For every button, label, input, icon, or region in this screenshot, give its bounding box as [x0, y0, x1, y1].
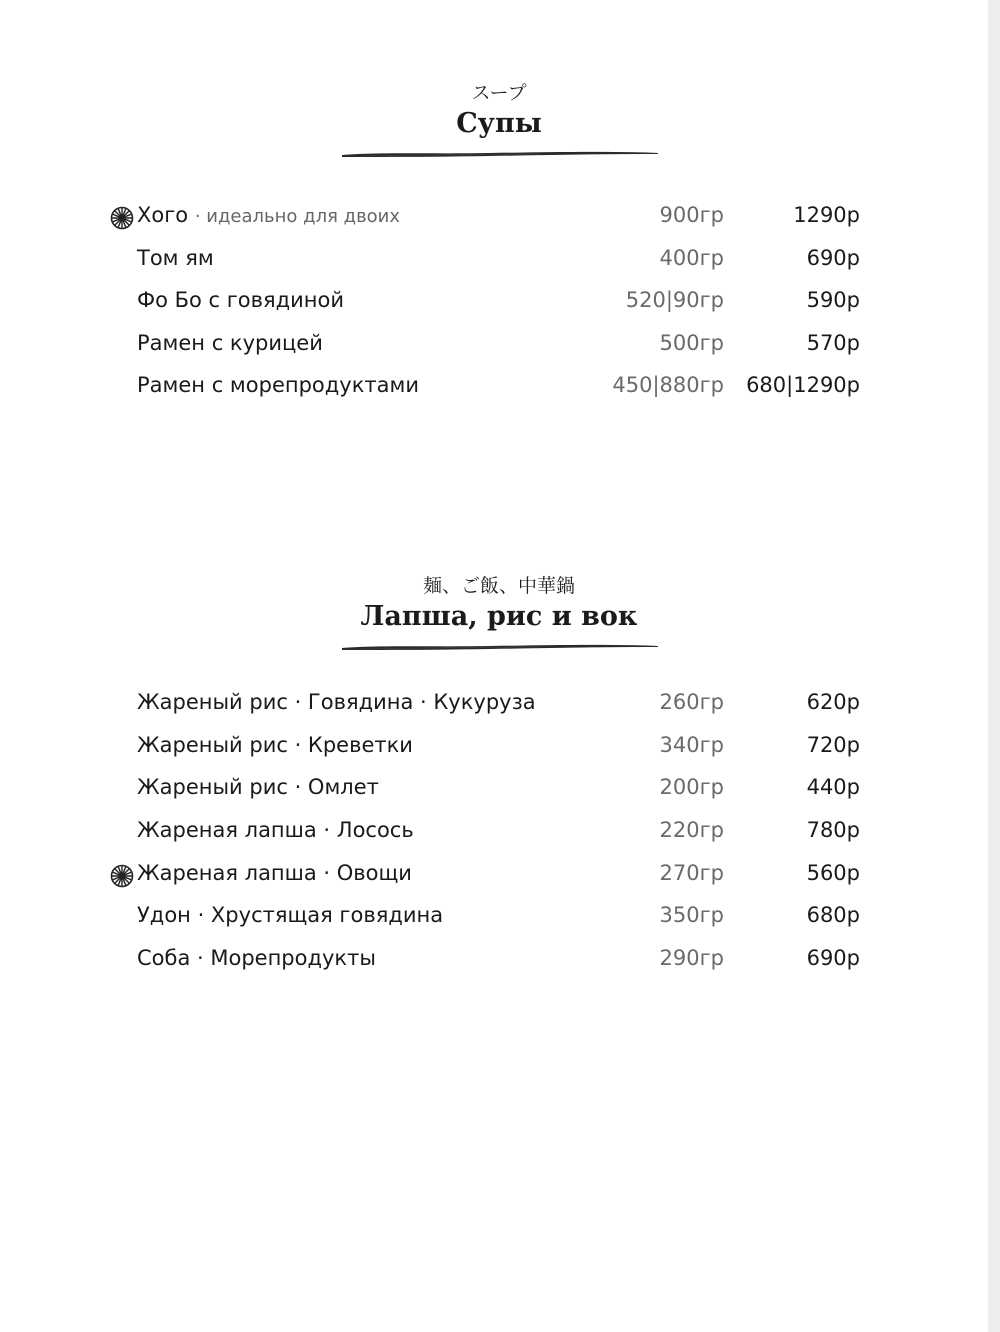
menu-item-row [0, 690, 988, 720]
item-weight: 220гр [659, 818, 724, 842]
item-price: 690р [806, 946, 860, 970]
menu-item-row [0, 775, 988, 805]
item-name: Рамен с морепродуктами [137, 373, 419, 397]
item-price: 680|1290р [746, 373, 860, 397]
menu-item-row [0, 373, 988, 403]
item-weight: 900гр [659, 203, 724, 227]
item-price: 570р [806, 331, 860, 355]
item-name: Жареная лапша · Овощи [137, 861, 412, 885]
menu-item-row [0, 246, 988, 276]
item-weight: 350гр [659, 903, 724, 927]
item-price: 560р [806, 861, 860, 885]
vegetarian-wheel-icon [110, 864, 134, 888]
menu-item-row [0, 203, 988, 233]
item-price: 1290р [793, 203, 860, 227]
menu-item-row [0, 818, 988, 848]
section-japanese-title: 麺、ご飯、中華鍋 [422, 575, 575, 597]
item-note: · идеально для двоих [194, 206, 401, 227]
menu-item-row [0, 903, 988, 933]
item-price: 780р [806, 818, 860, 842]
menu-item-row [0, 331, 988, 361]
item-weight: 520|90гр [625, 288, 724, 312]
item-name: Жареная лапша · Лосось [137, 818, 414, 842]
section-title: Супы [456, 108, 542, 139]
menu-item-row [0, 861, 988, 891]
item-price: 720р [806, 733, 860, 757]
section-title: Лапша, рис и вок [360, 601, 638, 632]
item-price: 620р [806, 690, 860, 714]
scrollbar-track[interactable] [988, 0, 1000, 1332]
item-weight: 290гр [659, 946, 724, 970]
item-weight: 340гр [659, 733, 724, 757]
item-price: 440р [806, 775, 860, 799]
item-name: Рамен с курицей [137, 331, 323, 355]
item-name: Фо Бо с говядиной [137, 288, 345, 312]
item-weight: 260гр [659, 690, 724, 714]
item-name: Соба · Морепродукты [137, 946, 376, 970]
item-weight: 500гр [659, 331, 724, 355]
item-name: Жареный рис · Омлет [137, 775, 379, 799]
brush-stroke-divider [340, 641, 660, 653]
item-weight: 400гр [659, 246, 724, 270]
item-price: 680р [806, 903, 860, 927]
item-price: 590р [806, 288, 860, 312]
item-name: Хого · идеально для двоих [137, 203, 401, 227]
menu-item-row [0, 733, 988, 763]
item-weight: 450|880гр [612, 373, 724, 397]
item-name: Удон · Хрустящая говядина [137, 903, 444, 927]
item-name: Жареный рис · Креветки [137, 733, 413, 757]
menu-item-row [0, 946, 988, 976]
menu-item-row [0, 288, 988, 318]
item-weight: 200гр [659, 775, 724, 799]
section-japanese-title: スープ [471, 82, 527, 104]
item-weight: 270гр [659, 861, 724, 885]
vegetarian-wheel-icon [110, 206, 134, 230]
item-name: Жареный рис · Говядина · Кукуруза [137, 690, 536, 714]
item-price: 690р [806, 246, 860, 270]
brush-stroke-divider [340, 148, 660, 160]
item-name: Том ям [137, 246, 214, 270]
